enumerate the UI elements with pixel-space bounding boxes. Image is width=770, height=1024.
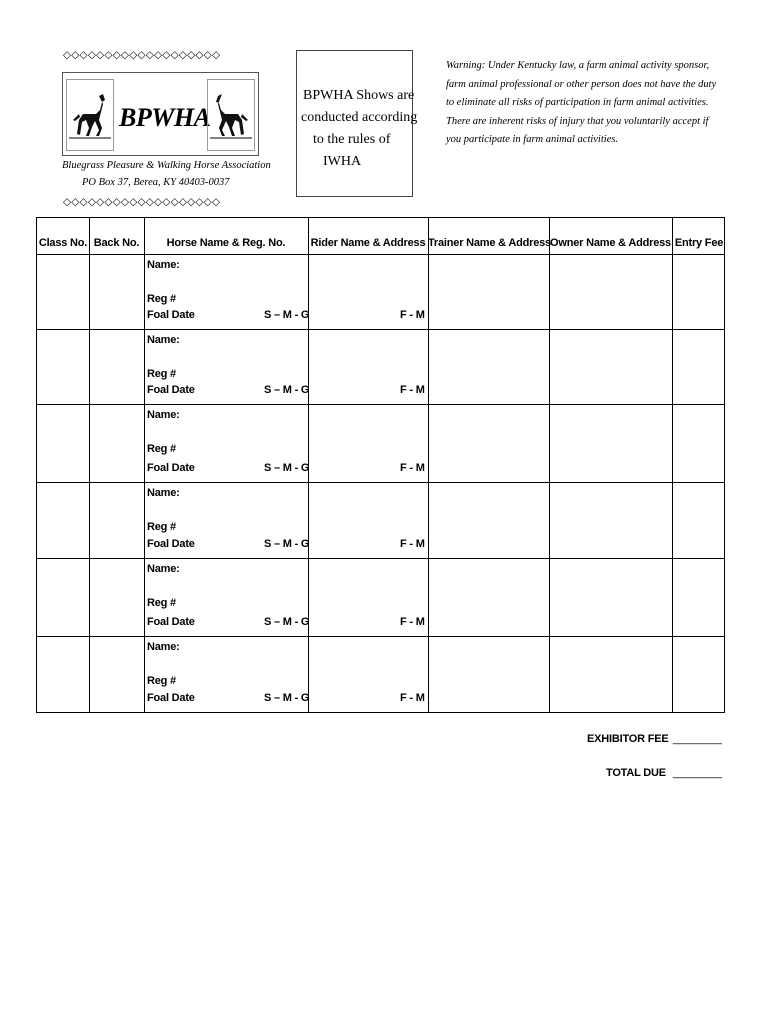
column-header-entry-fee: Entry Fee	[674, 237, 724, 249]
warning-line: you participate in farm animal activities.	[446, 134, 619, 145]
bpwha-logo	[62, 72, 259, 156]
horse-icon-left	[66, 79, 114, 151]
rules-notice-text	[303, 85, 417, 173]
row-divider	[37, 404, 724, 405]
foal-date-label: Foal Date	[147, 538, 195, 550]
horse-gender-options: S – M - G	[264, 692, 310, 704]
rules-line: conducted according	[301, 110, 418, 125]
horse-gender-options: S – M - G	[264, 384, 310, 396]
exhibitor-fee-label: EXHIBITOR FEE	[587, 733, 669, 745]
logo-text: BPWHA	[119, 103, 211, 132]
total-due-label: TOTAL DUE	[606, 767, 666, 779]
row-divider	[37, 482, 724, 483]
registration-label: Reg #	[147, 675, 176, 687]
warning-line: Warning: Under Kentucky law, a farm animal activity sponsor,	[446, 60, 710, 71]
horse-gender-options: S – M - G	[264, 616, 310, 628]
horse-name-label: Name:	[147, 487, 180, 499]
column-header-rider: Rider Name & Address	[310, 237, 426, 249]
registration-label: Reg #	[147, 597, 176, 609]
foal-date-label: Foal Date	[147, 462, 195, 474]
foal-date-label: Foal Date	[147, 384, 195, 396]
column-header-back-no: Back No.	[93, 237, 140, 249]
horse-icon-right	[207, 79, 255, 151]
rules-line: BPWHA Shows are	[303, 88, 415, 103]
rider-gender-options: F - M	[400, 309, 425, 321]
liability-warning	[446, 57, 746, 150]
rider-gender-options: F - M	[400, 462, 425, 474]
horse-name-label: Name:	[147, 334, 180, 346]
warning-line: farm animal professional or other person does not have the duty	[446, 78, 717, 90]
diamond-border-top: ◇◇◇◇◇◇◇◇◇◇◇◇◇◇◇◇◇◇◇	[63, 49, 221, 61]
rules-notice-box	[296, 50, 418, 197]
horse-gender-options: S – M - G	[264, 309, 310, 321]
warning-line: There are inherent risks of injury that you voluntarily accept if	[446, 115, 709, 127]
registration-label: Reg #	[147, 521, 176, 533]
association-name: Bluegrass Pleasure & Walking Horse Association	[62, 160, 271, 171]
registration-label: Reg #	[147, 443, 176, 455]
registration-label: Reg #	[147, 368, 176, 380]
row-divider	[37, 329, 724, 330]
association-address: PO Box 37, Berea, KY 40403-0037	[82, 177, 230, 188]
diamond-border-bottom: ◇◇◇◇◇◇◇◇◇◇◇◇◇◇◇◇◇◇◇	[63, 196, 221, 208]
column-header-trainer: Trainer Name & Address	[428, 237, 551, 249]
registration-label: Reg #	[147, 293, 176, 305]
total-due-field[interactable]: ________	[673, 767, 722, 779]
entry-table	[36, 217, 725, 713]
horse-name-label: Name:	[147, 409, 180, 421]
foal-date-label: Foal Date	[147, 616, 195, 628]
row-divider	[37, 636, 724, 637]
row-divider	[37, 558, 724, 559]
horse-gender-options: S – M - G	[264, 462, 310, 474]
foal-date-label: Foal Date	[147, 692, 195, 704]
rules-line: to the rules of	[313, 132, 391, 147]
rider-gender-options: F - M	[400, 616, 425, 628]
column-header-horse-name: Horse Name & Reg. No.	[166, 237, 286, 249]
horse-name-label: Name:	[147, 641, 180, 653]
rider-gender-options: F - M	[400, 692, 425, 704]
exhibitor-fee-field[interactable]: ________	[673, 733, 722, 745]
column-header-owner: Owner Name & Address	[550, 237, 671, 249]
warning-line: to eliminate all risks of participation in farm animal activities.	[446, 97, 709, 108]
foal-date-label: Foal Date	[147, 309, 195, 321]
column-header-class-no: Class No.	[38, 237, 88, 249]
horse-gender-options: S – M - G	[264, 538, 310, 550]
horse-name-label: Name:	[147, 563, 180, 575]
rider-gender-options: F - M	[400, 538, 425, 550]
horse-name-label: Name:	[147, 259, 180, 271]
rules-line: IWHA	[323, 154, 362, 169]
rider-gender-options: F - M	[400, 384, 425, 396]
